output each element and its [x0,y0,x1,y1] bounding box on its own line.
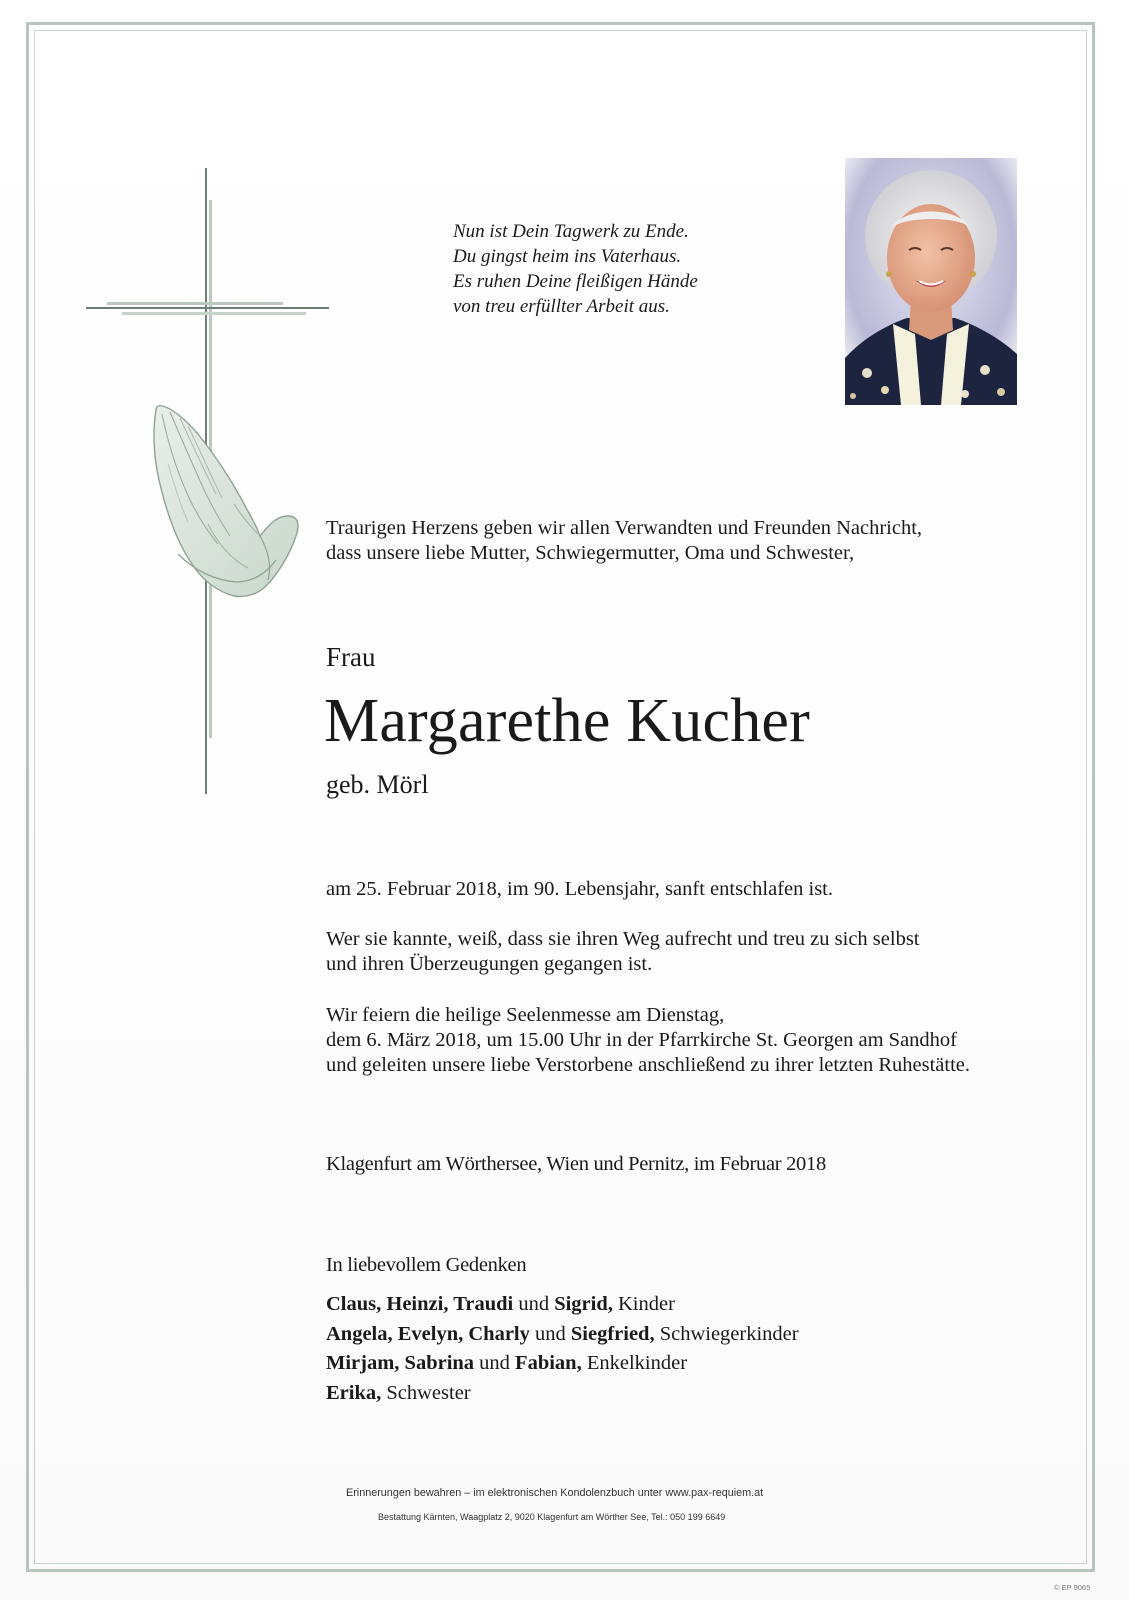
praying-hands-icon [148,404,304,604]
footer-condolence-link[interactable]: Erinnerungen bewahren – im elektronischen Kondolenzbuch unter www.pax-requiem.at [346,1487,764,1499]
mourner-names: Erika, [326,1381,382,1404]
mourner-relation: Enkelkinder [581,1352,688,1374]
cross-horizontal-beam [86,307,329,309]
poem [453,219,793,319]
character-line: Wer sie kannte, weiß, dass sie ihren Weg aufrecht und treu zu sich selbst [326,928,920,950]
mourner-row [326,1349,799,1379]
mourner-names: Angela, Evelyn, Charly [326,1322,530,1345]
mourner-row [326,1320,799,1350]
copyright-note: © EP 9065 [1054,1583,1091,1592]
poem-line: Du gingst heim ins Vaterhaus. [453,246,682,267]
death-notice: am 25. Februar 2018, im 90. Lebensjahr, sanft entschlafen ist. [326,878,833,900]
memory-heading: In liebevollem Gedenken [326,1254,527,1276]
mourner-names: Fabian, [515,1352,582,1374]
portrait-photo [845,158,1017,405]
mass-line: dem 6. März 2018, um 15.00 Uhr in der Pfarrkirche St. Georgen am Sandhof [326,1029,957,1051]
mourner-names: Mirjam, Sabrina [326,1352,475,1374]
intro-paragraph [326,516,922,566]
poem-line: von treu erfüllter Arbeit aus. [453,296,670,317]
mourner-relation: Schwiegerkinder [654,1322,799,1345]
salutation: Frau [326,642,376,672]
footer-funeral-home: Bestattung Kärnten, Waagplatz 2, 9020 Klagenfurt am Wörther See, Tel.: 050 199 6649 [378,1512,726,1522]
mourner-connector: und [529,1322,571,1345]
character-paragraph [326,927,920,977]
cross-horizontal-shadow [107,302,283,305]
mass-line: und geleiten unsere liebe Verstorbene anschließend zu ihrer letzten Ruhestätte. [326,1054,970,1076]
mourner-names: Sigrid, [554,1293,613,1315]
mass-paragraph [326,1003,970,1078]
mourner-connector: und [513,1293,555,1315]
mourners-list [326,1290,799,1408]
poem-line: Nun ist Dein Tagwerk zu Ende. [453,221,689,242]
place-date: Klagenfurt am Wörthersee, Wien und Pernitz, im Februar 2018 [326,1153,826,1175]
cross-horizontal-shadow-lower [122,312,306,315]
mourner-connector: und [474,1352,516,1374]
mourner-row [326,1290,799,1320]
poem-line: Es ruhen Deine fleißigen Hände [453,271,698,292]
mourner-relation: Schwester [381,1381,471,1404]
mass-line: Wir feiern die heilige Seelenmesse am Dienstag, [326,1004,725,1026]
character-line: und ihren Überzeugungen gegangen ist. [326,953,653,975]
intro-line: dass unsere liebe Mutter, Schwiegermutter, Oma und Schwester, [326,542,855,564]
mourner-relation: Kinder [612,1293,675,1315]
mourner-names: Claus, Heinzi, Traudi [326,1293,514,1315]
deceased-name: Margarethe Kucher [324,687,810,755]
intro-line: Traurigen Herzens geben wir allen Verwandten und Freunden Nachricht, [326,517,923,539]
birth-name: geb. Mörl [326,770,429,799]
mourner-names: Siegfried, [570,1322,655,1345]
mourner-row [326,1379,799,1409]
